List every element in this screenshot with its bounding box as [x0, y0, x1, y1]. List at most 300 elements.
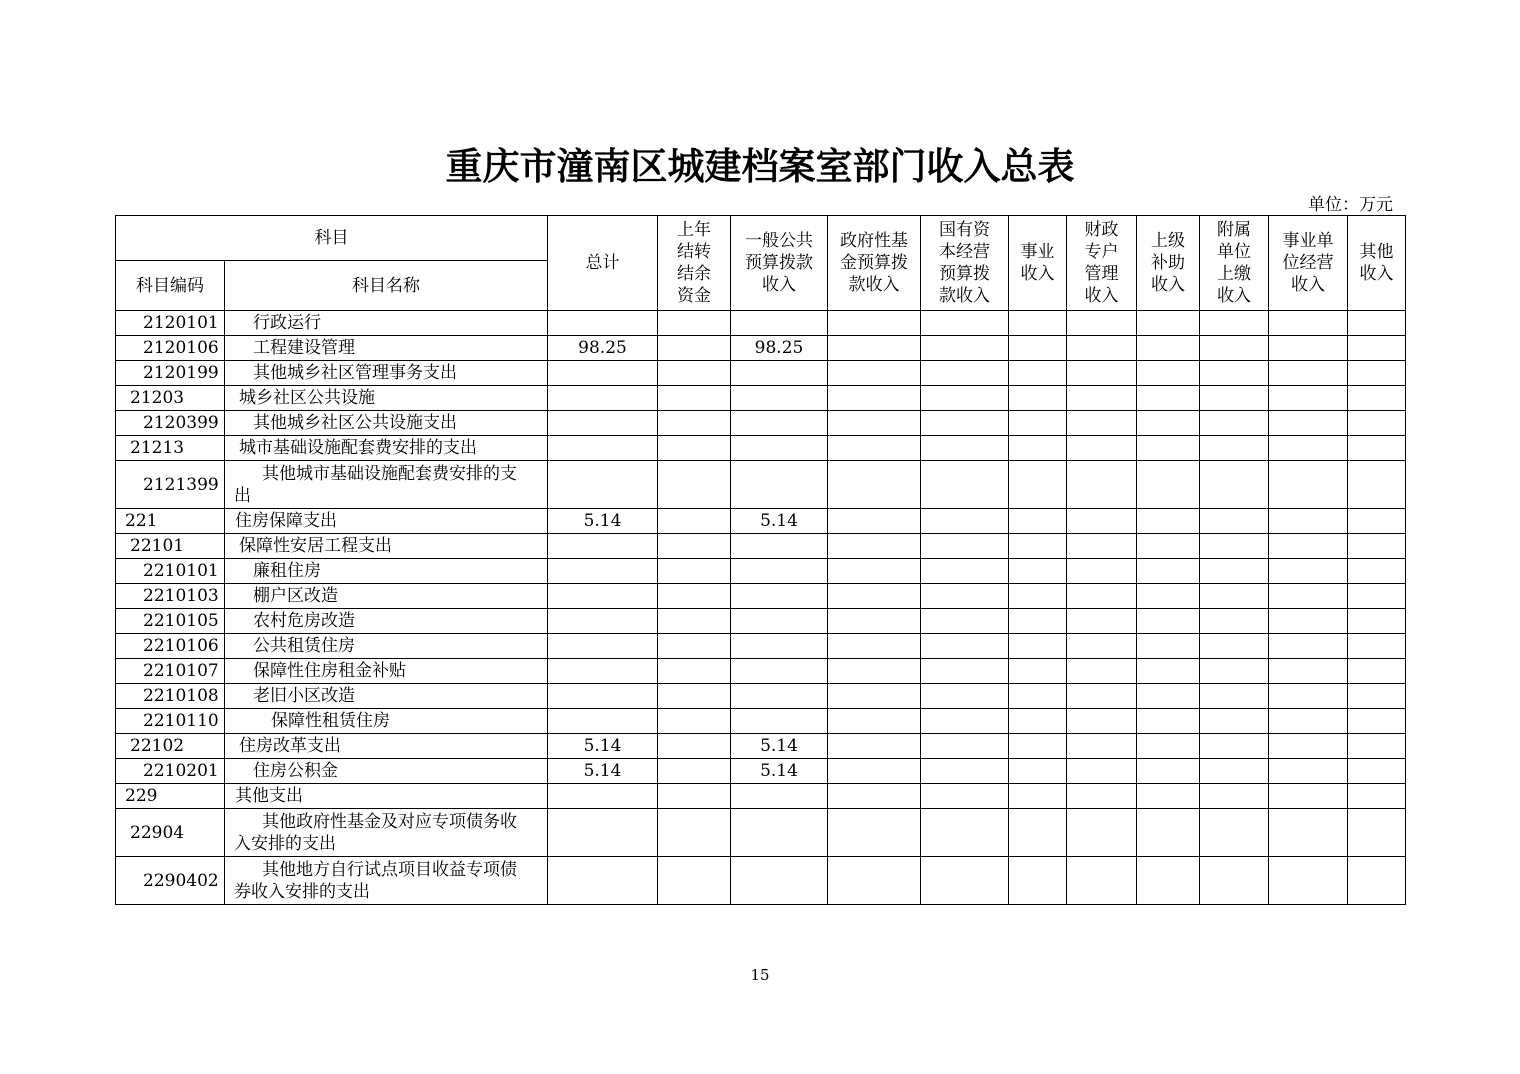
table-row [116, 759, 1406, 784]
row-business [1009, 509, 1067, 534]
row-gov-fund [828, 684, 921, 709]
row-name-text: 其他地方自行试点项目收益专项债券收入安排的支出 [234, 859, 517, 902]
table-row [116, 857, 1406, 905]
row-general-budget [731, 311, 828, 336]
row-state-capital [921, 559, 1009, 584]
row-business-operation [1269, 857, 1348, 905]
table-row [116, 734, 1406, 759]
header-line: 结余 [677, 264, 711, 284]
row-general-budget [731, 461, 828, 509]
row-affiliated [1200, 784, 1269, 809]
row-general-budget [731, 361, 828, 386]
row-name [225, 634, 548, 659]
header-state-capital [921, 216, 1009, 311]
row-code: 2210110 [116, 709, 225, 734]
row-total: 5.14 [548, 509, 658, 534]
row-name-text: 住房保障支出 [235, 511, 337, 531]
header-line: 管理 [1084, 264, 1119, 284]
row-fiscal-special [1067, 659, 1137, 684]
row-prev-balance [658, 659, 731, 684]
row-fiscal-special [1067, 509, 1137, 534]
row-total [548, 534, 658, 559]
header-business-operation [1269, 216, 1348, 311]
row-total [548, 684, 658, 709]
row-code: 229 [116, 784, 225, 809]
row-gov-fund [828, 436, 921, 461]
row-gov-fund [828, 857, 921, 905]
row-code: 2210101 [116, 559, 225, 584]
row-total [548, 386, 658, 411]
row-fiscal-special [1067, 534, 1137, 559]
row-fiscal-special [1067, 759, 1137, 784]
row-affiliated [1200, 684, 1269, 709]
row-superior-subsidy [1137, 386, 1200, 411]
row-code: 2121399 [116, 461, 225, 509]
row-general-budget [731, 436, 828, 461]
header-line: 财政 [1084, 220, 1119, 240]
header-other [1348, 216, 1406, 311]
header-line: 收入 [1291, 275, 1325, 295]
page-title: 重庆市潼南区城建档案室部门收入总表 [445, 144, 1075, 188]
row-total [548, 361, 658, 386]
row-affiliated [1200, 634, 1269, 659]
table-row [116, 809, 1406, 857]
table-row [116, 436, 1406, 461]
header-line: 金预算拨 [840, 253, 908, 273]
row-business [1009, 461, 1067, 509]
row-total [548, 809, 658, 857]
row-prev-balance [658, 361, 731, 386]
row-fiscal-special [1067, 634, 1137, 659]
row-gov-fund [828, 559, 921, 584]
row-code: 21213 [116, 436, 225, 461]
row-general-budget: 98.25 [731, 336, 828, 361]
row-code: 22101 [116, 534, 225, 559]
row-total [548, 584, 658, 609]
row-gov-fund [828, 411, 921, 436]
row-business-operation [1269, 809, 1348, 857]
row-business [1009, 734, 1067, 759]
row-affiliated [1200, 436, 1269, 461]
row-prev-balance [658, 759, 731, 784]
row-superior-subsidy [1137, 584, 1200, 609]
row-prev-balance [658, 684, 731, 709]
table-row [116, 411, 1406, 436]
row-fiscal-special [1067, 809, 1137, 857]
page-number: 15 [750, 966, 770, 984]
row-affiliated [1200, 534, 1269, 559]
row-general-budget [731, 411, 828, 436]
row-general-budget [731, 684, 828, 709]
row-name [225, 386, 548, 411]
table-row [116, 386, 1406, 411]
row-name [225, 336, 548, 361]
header-line: 收入 [1217, 286, 1251, 306]
row-fiscal-special [1067, 311, 1137, 336]
row-gov-fund [828, 809, 921, 857]
row-code: 2120101 [116, 311, 225, 336]
row-superior-subsidy [1137, 461, 1200, 509]
row-code: 22904 [116, 809, 225, 857]
row-superior-subsidy [1137, 609, 1200, 634]
row-business-operation [1269, 609, 1348, 634]
row-prev-balance [658, 857, 731, 905]
table-body [116, 311, 1406, 905]
header-line: 上年 [677, 220, 711, 240]
row-code: 2120199 [116, 361, 225, 386]
row-name-text: 保障性住房租金补贴 [253, 661, 406, 681]
header-line: 其他 [1359, 242, 1394, 262]
row-business [1009, 609, 1067, 634]
row-affiliated [1200, 759, 1269, 784]
row-affiliated [1200, 311, 1269, 336]
row-fiscal-special [1067, 559, 1137, 584]
row-other [1348, 684, 1406, 709]
row-name-text: 农村危房改造 [253, 611, 355, 631]
row-prev-balance [658, 559, 731, 584]
row-business-operation [1269, 634, 1348, 659]
header-line: 附属 [1217, 220, 1251, 240]
row-state-capital [921, 534, 1009, 559]
row-total [548, 559, 658, 584]
row-affiliated [1200, 559, 1269, 584]
header-line: 事业 [1020, 242, 1055, 262]
row-gov-fund [828, 759, 921, 784]
header-line: 专户 [1084, 242, 1119, 262]
row-general-budget: 5.14 [731, 734, 828, 759]
header-line: 单位 [1217, 242, 1251, 262]
row-prev-balance [658, 509, 731, 534]
row-general-budget [731, 534, 828, 559]
row-other [1348, 411, 1406, 436]
row-code: 2210201 [116, 759, 225, 784]
row-fiscal-special [1067, 336, 1137, 361]
row-business-operation [1269, 411, 1348, 436]
row-name [225, 461, 548, 509]
row-total [548, 784, 658, 809]
row-fiscal-special [1067, 709, 1137, 734]
row-code: 2210103 [116, 584, 225, 609]
row-code: 2210105 [116, 609, 225, 634]
row-affiliated [1200, 509, 1269, 534]
row-business [1009, 559, 1067, 584]
row-superior-subsidy [1137, 559, 1200, 584]
header-line: 补助 [1151, 253, 1185, 273]
row-state-capital [921, 784, 1009, 809]
row-other [1348, 461, 1406, 509]
row-general-budget: 5.14 [731, 759, 828, 784]
row-prev-balance [658, 436, 731, 461]
income-table [115, 215, 1406, 905]
row-total [548, 461, 658, 509]
row-total: 5.14 [548, 759, 658, 784]
header-superior-subsidy [1137, 216, 1200, 311]
row-name-text: 棚户区改造 [253, 586, 338, 606]
row-state-capital [921, 411, 1009, 436]
header-line: 收入 [1020, 264, 1055, 284]
row-state-capital [921, 436, 1009, 461]
row-general-budget: 5.14 [731, 509, 828, 534]
row-gov-fund [828, 709, 921, 734]
header-line: 事业单 [1282, 231, 1334, 251]
row-affiliated [1200, 361, 1269, 386]
row-state-capital [921, 659, 1009, 684]
row-name-text: 工程建设管理 [253, 338, 355, 358]
row-state-capital [921, 361, 1009, 386]
row-state-capital [921, 634, 1009, 659]
row-general-budget [731, 659, 828, 684]
row-other [1348, 609, 1406, 634]
header-affiliated [1200, 216, 1269, 311]
row-other [1348, 809, 1406, 857]
row-business [1009, 809, 1067, 857]
row-business [1009, 436, 1067, 461]
row-superior-subsidy [1137, 709, 1200, 734]
row-other [1348, 784, 1406, 809]
row-superior-subsidy [1137, 436, 1200, 461]
row-business-operation [1269, 659, 1348, 684]
row-name-text: 公共租赁住房 [253, 636, 355, 656]
row-name [225, 809, 548, 857]
row-gov-fund [828, 509, 921, 534]
row-name-text: 保障性安居工程支出 [239, 536, 392, 556]
header-line: 预算拨 [939, 264, 990, 284]
row-fiscal-special [1067, 411, 1137, 436]
header-line: 收入 [762, 275, 796, 295]
row-superior-subsidy [1137, 361, 1200, 386]
row-affiliated [1200, 386, 1269, 411]
row-code: 2210108 [116, 684, 225, 709]
row-name [225, 534, 548, 559]
row-code: 2120399 [116, 411, 225, 436]
header-prev-balance [658, 216, 731, 311]
row-business [1009, 411, 1067, 436]
row-state-capital [921, 311, 1009, 336]
row-fiscal-special [1067, 857, 1137, 905]
table-row [116, 584, 1406, 609]
row-general-budget [731, 634, 828, 659]
header-general-budget [731, 216, 828, 311]
row-affiliated [1200, 734, 1269, 759]
row-code: 2120106 [116, 336, 225, 361]
row-name [225, 857, 548, 905]
row-superior-subsidy [1137, 659, 1200, 684]
row-state-capital [921, 759, 1009, 784]
row-state-capital [921, 734, 1009, 759]
row-fiscal-special [1067, 684, 1137, 709]
row-code: 2210106 [116, 634, 225, 659]
row-name [225, 584, 548, 609]
row-prev-balance [658, 609, 731, 634]
row-state-capital [921, 509, 1009, 534]
row-business [1009, 584, 1067, 609]
row-superior-subsidy [1137, 509, 1200, 534]
row-fiscal-special [1067, 609, 1137, 634]
row-prev-balance [658, 461, 731, 509]
row-fiscal-special [1067, 436, 1137, 461]
row-gov-fund [828, 584, 921, 609]
table-row [116, 361, 1406, 386]
row-name-text: 城市基础设施配套费安排的支出 [239, 438, 477, 458]
header-line: 一般公共 [745, 231, 813, 251]
row-superior-subsidy [1137, 857, 1200, 905]
row-state-capital [921, 609, 1009, 634]
row-fiscal-special [1067, 386, 1137, 411]
row-business [1009, 659, 1067, 684]
row-total [548, 659, 658, 684]
table-row [116, 634, 1406, 659]
row-business-operation [1269, 509, 1348, 534]
row-affiliated [1200, 609, 1269, 634]
header-total: 总计 [548, 216, 658, 311]
row-business-operation [1269, 584, 1348, 609]
row-prev-balance [658, 634, 731, 659]
row-business-operation [1269, 784, 1348, 809]
row-code: 22102 [116, 734, 225, 759]
row-prev-balance [658, 534, 731, 559]
row-general-budget [731, 809, 828, 857]
row-other [1348, 361, 1406, 386]
row-state-capital [921, 461, 1009, 509]
row-superior-subsidy [1137, 784, 1200, 809]
row-total [548, 411, 658, 436]
table-row [116, 336, 1406, 361]
row-name [225, 659, 548, 684]
row-business [1009, 759, 1067, 784]
row-total: 98.25 [548, 336, 658, 361]
header-line: 上缴 [1217, 264, 1251, 284]
row-business-operation [1269, 759, 1348, 784]
row-other [1348, 759, 1406, 784]
row-state-capital [921, 709, 1009, 734]
row-superior-subsidy [1137, 809, 1200, 857]
row-other [1348, 386, 1406, 411]
row-gov-fund [828, 534, 921, 559]
row-prev-balance [658, 784, 731, 809]
row-state-capital [921, 684, 1009, 709]
row-other [1348, 534, 1406, 559]
row-name-text: 保障性租赁住房 [271, 711, 390, 731]
row-fiscal-special [1067, 361, 1137, 386]
header-line: 款收入 [848, 275, 900, 295]
header-line: 款收入 [939, 286, 990, 306]
row-fiscal-special [1067, 784, 1137, 809]
row-business-operation [1269, 709, 1348, 734]
row-general-budget [731, 709, 828, 734]
row-code: 2290402 [116, 857, 225, 905]
row-prev-balance [658, 584, 731, 609]
row-state-capital [921, 809, 1009, 857]
row-name-text: 其他城市基础设施配套费安排的支出 [234, 463, 517, 506]
row-business [1009, 311, 1067, 336]
row-other [1348, 734, 1406, 759]
row-name-text: 城乡社区公共设施 [239, 388, 375, 408]
row-total [548, 609, 658, 634]
row-name [225, 734, 548, 759]
row-business [1009, 634, 1067, 659]
row-general-budget [731, 559, 828, 584]
row-business-operation [1269, 559, 1348, 584]
row-other [1348, 436, 1406, 461]
row-gov-fund [828, 609, 921, 634]
row-affiliated [1200, 709, 1269, 734]
row-state-capital [921, 336, 1009, 361]
row-business [1009, 534, 1067, 559]
table-row [116, 684, 1406, 709]
row-name-text: 其他城乡社区管理事务支出 [253, 363, 457, 383]
table-row [116, 534, 1406, 559]
row-general-budget [731, 784, 828, 809]
row-gov-fund [828, 461, 921, 509]
row-state-capital [921, 584, 1009, 609]
row-name [225, 609, 548, 634]
header-line: 结转 [677, 242, 711, 262]
row-gov-fund [828, 659, 921, 684]
table-row [116, 509, 1406, 534]
row-prev-balance [658, 809, 731, 857]
row-affiliated [1200, 584, 1269, 609]
row-other [1348, 857, 1406, 905]
header-line: 收入 [1084, 286, 1119, 306]
row-name [225, 684, 548, 709]
row-business [1009, 386, 1067, 411]
header-line: 上级 [1151, 231, 1185, 251]
row-business [1009, 784, 1067, 809]
row-name [225, 759, 548, 784]
row-affiliated [1200, 659, 1269, 684]
row-total [548, 857, 658, 905]
row-total [548, 436, 658, 461]
row-general-budget [731, 584, 828, 609]
row-name-text: 其他政府性基金及对应专项债务收入安排的支出 [234, 811, 517, 854]
row-superior-subsidy [1137, 534, 1200, 559]
table-row [116, 559, 1406, 584]
row-state-capital [921, 857, 1009, 905]
header-line: 资金 [677, 286, 711, 306]
row-name-text: 住房公积金 [253, 761, 338, 781]
header-code: 科目编码 [116, 261, 225, 311]
row-gov-fund [828, 784, 921, 809]
row-total [548, 311, 658, 336]
header-line: 国有资 [939, 220, 990, 240]
row-total: 5.14 [548, 734, 658, 759]
row-superior-subsidy [1137, 311, 1200, 336]
row-name [225, 361, 548, 386]
table-row [116, 709, 1406, 734]
row-other [1348, 311, 1406, 336]
header-line: 收入 [1359, 264, 1394, 284]
row-other [1348, 709, 1406, 734]
row-superior-subsidy [1137, 734, 1200, 759]
row-state-capital [921, 386, 1009, 411]
row-business [1009, 361, 1067, 386]
row-business-operation [1269, 336, 1348, 361]
header-line: 预算拨款 [745, 253, 813, 273]
row-fiscal-special [1067, 584, 1137, 609]
row-business-operation [1269, 684, 1348, 709]
header-fiscal-special [1067, 216, 1137, 311]
row-total [548, 634, 658, 659]
row-code: 21203 [116, 386, 225, 411]
table-row [116, 609, 1406, 634]
row-business-operation [1269, 461, 1348, 509]
row-superior-subsidy [1137, 336, 1200, 361]
header-line: 本经营 [939, 242, 990, 262]
row-other [1348, 509, 1406, 534]
row-general-budget [731, 857, 828, 905]
row-total [548, 709, 658, 734]
row-fiscal-special [1067, 461, 1137, 509]
